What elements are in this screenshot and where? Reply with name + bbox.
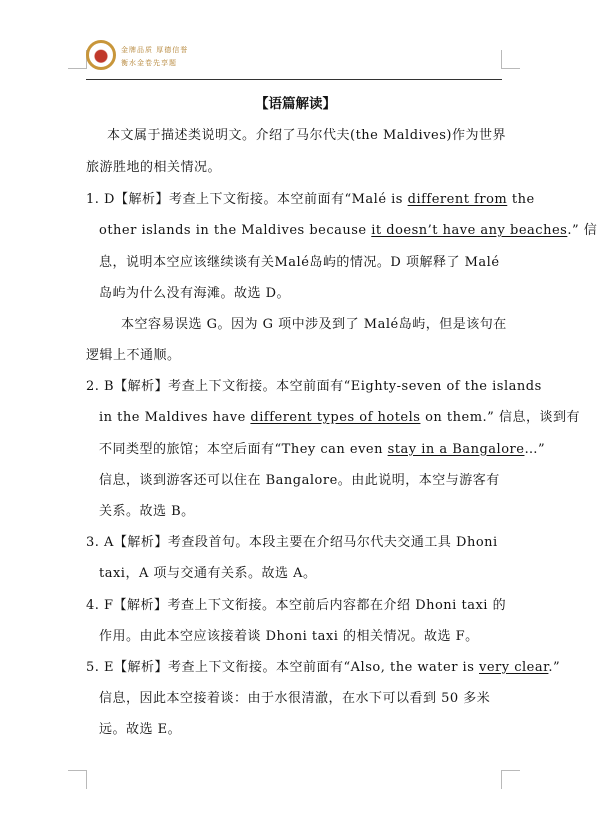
header-rule bbox=[86, 79, 502, 80]
q5-underline-1: very clear bbox=[479, 660, 549, 675]
q1-text-a: 1. D【解析】考查上下文衔接。本空前面有“Malé is bbox=[86, 192, 408, 207]
intro-line-1: 本文属于描述类说明文。介绍了马尔代夫(the Maldives)作为世界 bbox=[107, 128, 506, 143]
crop-mark-br-h bbox=[502, 770, 520, 771]
q1-line-3: 息，说明本空应该继续谈有关Malé岛屿的情况。D 项解释了 Malé bbox=[99, 255, 500, 270]
crop-mark-bl-h bbox=[68, 770, 86, 771]
header-slogan: 金牌品质 厚德信誉 bbox=[121, 46, 189, 54]
q1-text-b: the bbox=[507, 192, 535, 207]
q1-l2-a: other islands in the Maldives because bbox=[99, 223, 372, 238]
q1-underline-1: different from bbox=[407, 192, 508, 207]
q4-line-1: 4. F【解析】考查上下文衔接。本空前后内容都在介绍 Dhoni taxi 的 bbox=[86, 598, 507, 613]
q5-line-1 bbox=[86, 660, 560, 676]
q2-underline-2: stay in a Bangalore bbox=[387, 442, 525, 457]
q1-line-1 bbox=[86, 192, 535, 208]
section-title: 【语篇解读】 bbox=[255, 96, 336, 112]
q4-line-2: 作用。由此本空应该接着谈 Dhoni taxi 的相关情况。故选 F。 bbox=[99, 629, 479, 644]
crop-mark-bl-v bbox=[86, 770, 87, 789]
q5-line-3: 远。故选 E。 bbox=[99, 722, 182, 737]
q2-l3-b: …” bbox=[524, 442, 546, 457]
crop-mark-tr-h bbox=[502, 68, 520, 69]
q2-l2-a: in the Maldives have bbox=[99, 410, 251, 425]
brand-logo-icon bbox=[86, 40, 116, 70]
q2-line-1: 2. B【解析】考查上下文衔接。本空前面有“Eighty-seven of the islands bbox=[86, 379, 542, 394]
q2-underline-1: different types of hotels bbox=[250, 410, 421, 425]
intro-line-2: 旅游胜地的相关情况。 bbox=[86, 160, 222, 175]
crop-mark-br-v bbox=[501, 770, 502, 789]
crop-mark-tl-h bbox=[68, 68, 86, 69]
q1-line-2 bbox=[99, 223, 597, 239]
q2-line-2 bbox=[99, 410, 580, 426]
q3-line-1: 3. A【解析】考查段首句。本段主要在介绍马尔代夫交通工具 Dhoni bbox=[86, 535, 498, 550]
q3-line-2: taxi，A 项与交通有关系。故选 A。 bbox=[99, 566, 317, 581]
q5-l1-a: 5. E【解析】考查上下文衔接。本空前面有“Also, the water is bbox=[86, 660, 480, 675]
q1-underline-2: it doesn’t have any beaches bbox=[371, 223, 568, 238]
crop-mark-tr-v bbox=[501, 50, 502, 69]
q1-note-2: 逻辑上不通顺。 bbox=[86, 348, 181, 363]
q2-line-5: 关系。故选 B。 bbox=[99, 504, 195, 519]
q2-l2-b: on them.” 信息，谈到有 bbox=[420, 410, 580, 425]
q5-l1-b: .” bbox=[548, 660, 561, 675]
q1-note-1: 本空容易误选 G。因为 G 项中涉及到了 Malé岛屿，但是该句在 bbox=[121, 317, 507, 332]
header-brand: 衡水金卷先享题 bbox=[121, 59, 177, 67]
q5-line-2: 信息，因此本空接着谈：由于水很清澈，在水下可以看到 50 多米 bbox=[99, 691, 491, 706]
q1-line-4: 岛屿为什么没有海滩。故选 D。 bbox=[99, 286, 291, 301]
q1-l2-b: .” 信 bbox=[567, 223, 597, 238]
q2-l3-a: 不同类型的旅馆；本空后面有“They can even bbox=[99, 442, 388, 457]
q2-line-3 bbox=[99, 442, 545, 458]
q2-line-4: 信息，谈到游客还可以住在 Bangalore。由此说明，本空与游客有 bbox=[99, 473, 500, 488]
